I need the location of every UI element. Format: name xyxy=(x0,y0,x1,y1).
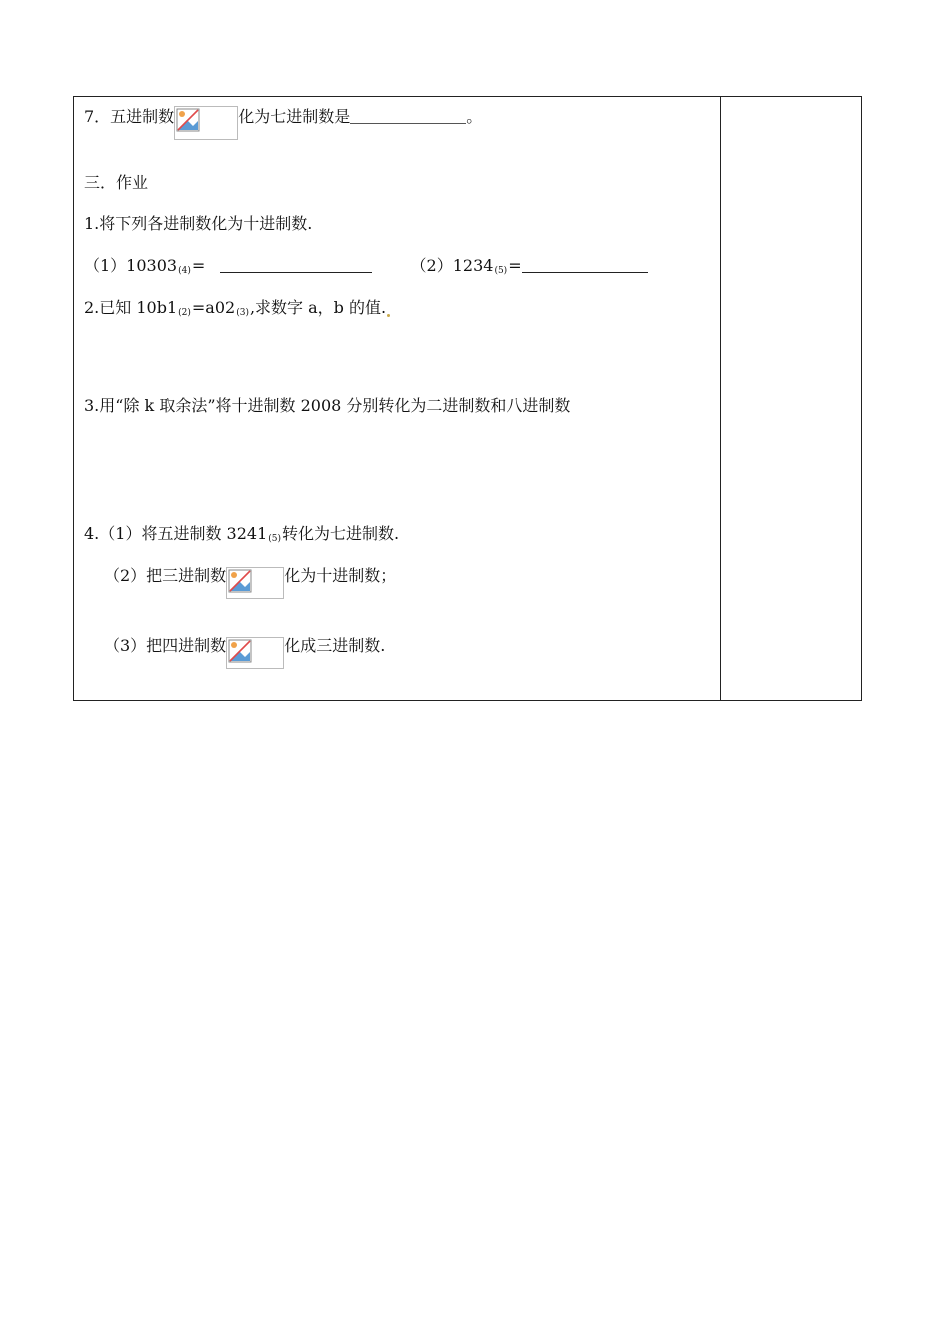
answer-blank-hw1-2[interactable] xyxy=(522,258,648,273)
homework-4-item-3 xyxy=(104,636,385,656)
hw1-item2-eq: = xyxy=(508,256,522,275)
hw1-item1-eq: = xyxy=(191,256,206,275)
formula-image-placeholder xyxy=(174,106,238,140)
hw2-mid: =a02 xyxy=(191,298,236,317)
formula-image-placeholder xyxy=(226,567,284,599)
answer-blank-q7[interactable] xyxy=(350,109,466,124)
q7-text-1: 7．五进制数 xyxy=(84,107,175,126)
mark-dot xyxy=(387,314,390,317)
answer-blank-hw1-1[interactable] xyxy=(220,258,372,273)
homework-3-text: 3.用“除 k 取余法”将十进制数 2008 分别转化为二进制数和八进制数 xyxy=(84,396,571,415)
broken-image-icon xyxy=(227,568,253,594)
broken-image-icon xyxy=(175,107,201,133)
q7-end: 。 xyxy=(466,107,483,126)
homework-2 xyxy=(84,298,391,318)
section-title: 三．作业 xyxy=(84,173,149,192)
broken-image-icon xyxy=(227,638,253,664)
hw4-part2: 转化为七进制数. xyxy=(282,524,400,543)
hw1-item1-label: （1）10303 xyxy=(84,256,178,275)
hw4-item3-part2: 化成三进制数. xyxy=(284,636,386,655)
homework-4 xyxy=(84,524,399,544)
homework-1-text: 1.将下列各进制数化为十进制数. xyxy=(84,214,313,233)
hw2-sub1: (2) xyxy=(178,308,191,318)
question-7 xyxy=(84,106,482,126)
hw2-sub2: (3) xyxy=(236,308,249,318)
column-divider xyxy=(720,97,721,700)
q7-text-2: 化为七进制数是 xyxy=(238,107,351,126)
hw4-item3-part1: （3）把四进制数 xyxy=(104,636,227,655)
hw4-item2-part2: 化为十进制数； xyxy=(284,566,397,585)
hw2-part1: 2.已知 10b1 xyxy=(84,298,178,317)
hw2-end: ,求数字 a，b 的值. xyxy=(249,298,387,317)
hw4-part1: 4.（1）将五进制数 3241 xyxy=(84,524,268,543)
hw4-sub: (5) xyxy=(268,534,282,544)
hw1-item2-sub: (5) xyxy=(494,266,508,276)
hw4-item2-part1: （2）把三进制数 xyxy=(104,566,227,585)
homework-4-item-2 xyxy=(104,566,396,586)
homework-1-items xyxy=(84,256,648,276)
hw1-item2-label: （2）1234 xyxy=(410,256,494,275)
formula-image-placeholder xyxy=(226,637,284,669)
hw1-item1-sub: (4) xyxy=(178,266,191,276)
